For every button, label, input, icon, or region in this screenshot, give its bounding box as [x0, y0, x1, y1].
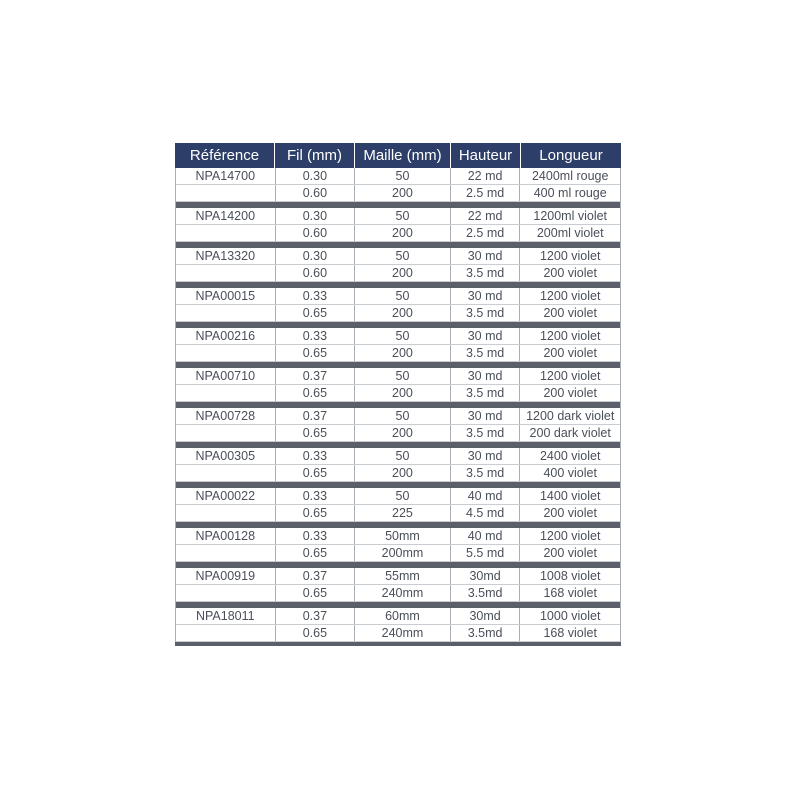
header-longueur: Longueur — [539, 147, 603, 164]
fil-cell: 0.33 — [276, 328, 356, 344]
longueur-cell: 200 violet — [543, 266, 597, 280]
maille-cell: 200mm — [355, 545, 451, 561]
fil-cell: 0.60 — [276, 225, 356, 241]
longueur-cell: 200ml violet — [536, 226, 604, 240]
table-body — [175, 168, 621, 642]
maille-cell: 50 — [355, 208, 451, 224]
longueur-cell: 1200 violet — [539, 289, 601, 303]
maille-cell: 240mm — [355, 585, 451, 601]
maille-cell: 225 — [355, 505, 451, 521]
hauteur-cell: 3.5 md — [451, 385, 521, 401]
table-row — [176, 568, 620, 585]
reference-cell: NPA13320 — [176, 248, 276, 264]
table-row — [176, 288, 620, 305]
hauteur-cell: 40 md — [451, 528, 521, 544]
fil-cell: 0.33 — [276, 488, 356, 504]
table-row — [176, 305, 620, 322]
fil-cell: 0.37 — [276, 608, 356, 624]
reference-cell: NPA14700 — [176, 168, 276, 184]
longueur-cell: 200 violet — [543, 546, 597, 560]
reference-cell: NPA18011 — [176, 608, 276, 624]
reference-cell: NPA00710 — [176, 368, 276, 384]
table-row — [176, 385, 620, 402]
maille-cell: 200 — [355, 385, 451, 401]
maille-cell: 60mm — [355, 608, 451, 624]
hauteur-cell: 30 md — [451, 368, 521, 384]
fil-cell: 0.65 — [276, 505, 356, 521]
longueur-cell: 1400 violet — [539, 489, 601, 503]
fil-cell: 0.60 — [276, 265, 356, 281]
longueur-cell: 1200 violet — [539, 369, 601, 383]
hauteur-cell: 22 md — [451, 168, 521, 184]
maille-cell: 200 — [355, 185, 451, 201]
maille-cell: 200 — [355, 425, 451, 441]
maille-cell: 50mm — [355, 528, 451, 544]
fil-cell: 0.33 — [276, 448, 356, 464]
hauteur-cell: 3.5 md — [451, 265, 521, 281]
maille-cell: 50 — [355, 368, 451, 384]
table-header — [175, 143, 621, 168]
reference-cell: NPA00919 — [176, 568, 276, 584]
fil-cell: 0.65 — [276, 305, 356, 321]
maille-cell: 50 — [355, 248, 451, 264]
hauteur-cell: 30 md — [451, 328, 521, 344]
reference-cell — [176, 625, 276, 641]
table-row — [176, 448, 620, 465]
reference-cell — [176, 225, 276, 241]
hauteur-cell: 3.5md — [451, 585, 521, 601]
header-reference: Référence — [175, 143, 275, 168]
product-table — [175, 143, 621, 646]
longueur-cell: 200 violet — [543, 306, 597, 320]
longueur-cell: 1200 violet — [539, 329, 601, 343]
table-row — [176, 585, 620, 602]
reference-cell: NPA00728 — [176, 408, 276, 424]
hauteur-cell: 3.5 md — [451, 425, 521, 441]
reference-cell — [176, 345, 276, 361]
fil-cell: 0.65 — [276, 625, 356, 641]
longueur-cell: 200 violet — [543, 506, 597, 520]
table-row — [176, 625, 620, 642]
reference-cell: NPA00128 — [176, 528, 276, 544]
longueur-cell: 2400 violet — [539, 449, 601, 463]
hauteur-cell: 30 md — [451, 448, 521, 464]
maille-cell: 50 — [355, 448, 451, 464]
longueur-cell: 1200 violet — [539, 529, 601, 543]
longueur-cell: 168 violet — [543, 626, 597, 640]
hauteur-cell: 30 md — [451, 408, 521, 424]
reference-cell — [176, 585, 276, 601]
reference-cell — [176, 185, 276, 201]
table-row — [176, 168, 620, 185]
reference-cell — [176, 425, 276, 441]
table-row — [176, 265, 620, 282]
maille-cell: 200 — [355, 465, 451, 481]
hauteur-cell: 22 md — [451, 208, 521, 224]
maille-cell: 50 — [355, 488, 451, 504]
reference-cell — [176, 305, 276, 321]
table-row — [176, 528, 620, 545]
longueur-cell: 168 violet — [543, 586, 597, 600]
table-row — [176, 185, 620, 202]
reference-cell — [176, 465, 276, 481]
maille-cell: 200 — [355, 305, 451, 321]
table-row — [176, 425, 620, 442]
table-row — [176, 488, 620, 505]
longueur-cell: 1008 violet — [539, 569, 601, 583]
maille-cell: 50 — [355, 168, 451, 184]
fil-cell: 0.65 — [276, 425, 356, 441]
reference-cell: NPA14200 — [176, 208, 276, 224]
reference-cell — [176, 505, 276, 521]
fil-cell: 0.65 — [276, 465, 356, 481]
reference-cell: NPA00022 — [176, 488, 276, 504]
hauteur-cell: 2.5 md — [451, 225, 521, 241]
longueur-cell: 1200ml violet — [533, 209, 608, 223]
table-row — [176, 208, 620, 225]
fil-cell: 0.30 — [276, 248, 356, 264]
hauteur-cell: 3.5 md — [451, 345, 521, 361]
hauteur-cell: 30md — [451, 608, 521, 624]
hauteur-cell: 40 md — [451, 488, 521, 504]
maille-cell: 50 — [355, 328, 451, 344]
reference-cell — [176, 545, 276, 561]
longueur-cell: 1000 violet — [539, 609, 601, 623]
longueur-cell: 400 violet — [543, 466, 597, 480]
table-row — [176, 368, 620, 385]
fil-cell: 0.30 — [276, 208, 356, 224]
reference-cell — [176, 265, 276, 281]
fil-cell: 0.33 — [276, 288, 356, 304]
table-row — [176, 328, 620, 345]
maille-cell: 55mm — [355, 568, 451, 584]
hauteur-cell: 3.5md — [451, 625, 521, 641]
hauteur-cell: 2.5 md — [451, 185, 521, 201]
hauteur-cell: 30 md — [451, 248, 521, 264]
fil-cell: 0.65 — [276, 585, 356, 601]
fil-cell: 0.65 — [276, 385, 356, 401]
hauteur-cell: 4.5 md — [451, 505, 521, 521]
fil-cell: 0.60 — [276, 185, 356, 201]
longueur-cell: 1200 dark violet — [526, 409, 615, 423]
fil-cell: 0.37 — [276, 368, 356, 384]
longueur-cell: 200 violet — [543, 346, 597, 360]
reference-cell — [176, 385, 276, 401]
fil-cell: 0.33 — [276, 528, 356, 544]
hauteur-cell: 30 md — [451, 288, 521, 304]
maille-cell: 50 — [355, 288, 451, 304]
fil-cell: 0.65 — [276, 545, 356, 561]
maille-cell: 200 — [355, 345, 451, 361]
reference-cell: NPA00015 — [176, 288, 276, 304]
table-row — [176, 248, 620, 265]
fil-cell: 0.37 — [276, 568, 356, 584]
fil-cell: 0.37 — [276, 408, 356, 424]
header-maille: Maille (mm) — [355, 143, 451, 168]
table-row — [176, 408, 620, 425]
longueur-cell: 200 violet — [543, 386, 597, 400]
longueur-cell: 2400ml rouge — [531, 169, 609, 183]
hauteur-cell: 5.5 md — [451, 545, 521, 561]
table-row — [176, 545, 620, 562]
reference-cell: NPA00305 — [176, 448, 276, 464]
table-end-bar — [175, 642, 621, 646]
table-row — [176, 608, 620, 625]
longueur-cell: 400 ml rouge — [533, 186, 607, 200]
reference-cell: NPA00216 — [176, 328, 276, 344]
fil-cell: 0.65 — [276, 345, 356, 361]
table-row — [176, 345, 620, 362]
table-row — [176, 225, 620, 242]
hauteur-cell: 30md — [451, 568, 521, 584]
table-row — [176, 505, 620, 522]
table-row — [176, 465, 620, 482]
header-fil: Fil (mm) — [275, 143, 355, 168]
header-hauteur: Hauteur — [451, 143, 521, 168]
maille-cell: 240mm — [355, 625, 451, 641]
longueur-cell: 200 dark violet — [529, 426, 611, 440]
hauteur-cell: 3.5 md — [451, 465, 521, 481]
maille-cell: 50 — [355, 408, 451, 424]
longueur-cell: 1200 violet — [539, 249, 601, 263]
fil-cell: 0.30 — [276, 168, 356, 184]
maille-cell: 200 — [355, 225, 451, 241]
hauteur-cell: 3.5 md — [451, 305, 521, 321]
maille-cell: 200 — [355, 265, 451, 281]
